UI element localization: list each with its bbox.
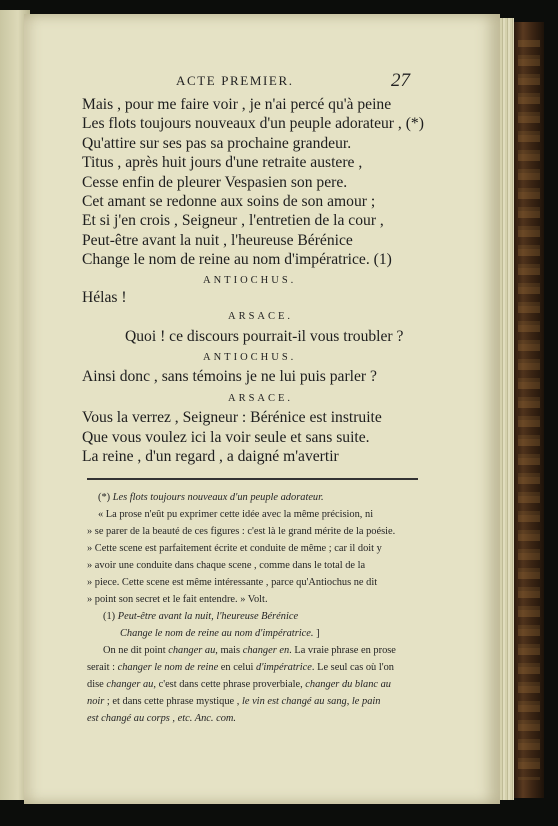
- footnote-line: [98, 493, 324, 503]
- footnote-line: est changé au corps , etc. Anc. com.: [87, 713, 236, 724]
- verse-line: Peut-être avant la nuit , l'heureuse Bérénice: [82, 232, 353, 249]
- verse-line: Les flots toujours nouveaux d'un peuple adorateur , (*): [82, 115, 424, 132]
- cover-marbling: [518, 40, 540, 780]
- verse-line: Cesse enfin de pleurer Vespasien son pere.: [82, 174, 348, 191]
- footnote-marker: (1): [103, 611, 116, 622]
- footnote-quote: Les flots toujours nouveaux d'un peuple adorateur.: [112, 492, 324, 503]
- footnote-quote: Change le nom de reine au nom d'impératrice.: [120, 628, 314, 639]
- footnote-line: » point son secret et le fait entendre. » Volt.: [87, 594, 268, 605]
- verse-line: Change le nom de reine au nom d'impératrice. (1): [82, 251, 392, 268]
- verse-line: Hélas !: [82, 289, 127, 306]
- verse-line: Ainsi donc , sans témoins je ne lui puis parler ?: [82, 368, 377, 385]
- verse-line: Quoi ! ce discours pourrait-il vous troubler ?: [125, 328, 404, 345]
- footnote-rule: [87, 478, 418, 480]
- speaker-name: ANTIOCHUS.: [203, 352, 297, 363]
- footnote-line: » avoir une conduite dans chaque scene , comme dans le total de la: [87, 560, 366, 571]
- footnote-quote: Peut-être avant la nuit, l'heureuse Bérénice: [117, 611, 299, 622]
- footnote-line: noir ; et dans cette phrase mystique , le vin est changé au sang, le pain: [87, 696, 381, 707]
- footnote-line: « La prose n'eût pu exprimer cette idée avec la même précision, ni: [98, 509, 374, 520]
- speaker-name: ANTIOCHUS.: [203, 275, 297, 286]
- footnote-line: On ne dit point changer au, mais changer en. La vraie phrase en prose: [103, 645, 396, 656]
- page-number: 27: [391, 70, 410, 91]
- footnote-marker: (*): [98, 492, 111, 503]
- speaker-name: ARSACE.: [228, 393, 294, 404]
- verse-line: Et si j'en crois , Seigneur , l'entretien de la cour ,: [82, 212, 384, 229]
- footnote-line: » se parer de la beauté de ces figures : c'est là le grand mérite de la poésie.: [87, 526, 396, 537]
- verse-line: Mais , pour me faire voir , je n'ai percé qu'à peine: [82, 96, 392, 113]
- footnote-line: » Cette scene est parfaitement écrite et conduite de même ; car il doit y: [87, 543, 382, 554]
- footnote-line: dise changer au, c'est dans cette phrase proverbiale, changer du blanc au: [87, 679, 392, 690]
- footnote-line: [103, 612, 298, 622]
- verse-line: Cet amant se redonne aux soins de son amour ;: [82, 193, 376, 210]
- running-title: ACTE PREMIER.: [176, 73, 294, 88]
- verse-line: La reine , d'un regard , a daigné m'avertir: [82, 448, 339, 465]
- verse-line: Que vous voulez ici la voir seule et sans suite.: [82, 429, 370, 446]
- verse-line: Titus , après huit jours d'une retraite austere ,: [82, 154, 363, 171]
- footnote-line: serait : changer le nom de reine en celui d'impératrice. Le seul cas où l'on: [87, 662, 394, 673]
- verse-line: Qu'attire sur ses pas sa prochaine grandeur.: [82, 135, 352, 152]
- footnote-line: Change le nom de reine au nom d'impératrice. ]: [120, 628, 320, 639]
- page-stack-edge: [500, 18, 514, 800]
- footnote-line: » piece. Cette scene est même intéressante , parce qu'Antiochus ne dit: [87, 577, 378, 588]
- verse-line: Vous la verrez , Seigneur : Bérénice est instruite: [82, 409, 382, 426]
- speaker-name: ARSACE.: [228, 311, 294, 322]
